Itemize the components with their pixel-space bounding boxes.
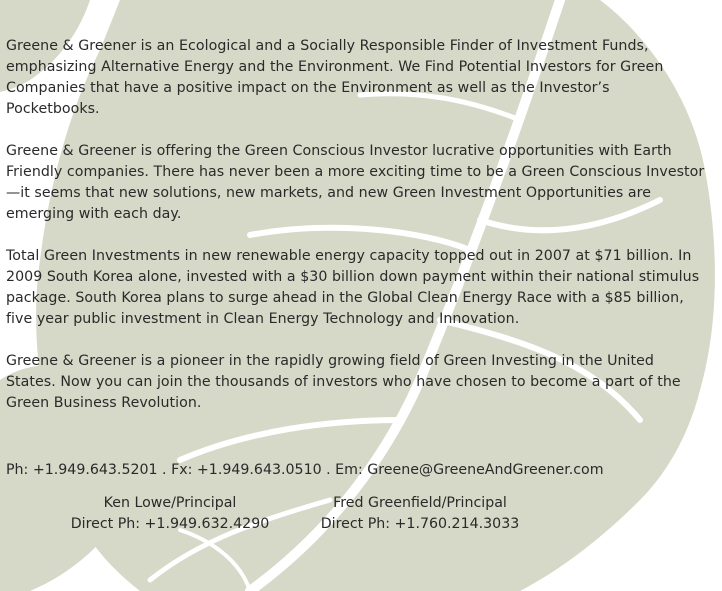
paragraph-investments: Total Green Investments in new renewable energy capacity topped out in 2007 at $71 billion. In 2009 South Korea alone, invested with a $30 billion down payment within their national stimulus package. South Korea plans to surge ahead in the Global Clean Energy Race with a $85 billion, five year public investment in Clean Energy Technology and Innovation. [6, 248, 700, 327]
contact-person-ken [60, 493, 280, 535]
person-name: Ken Lowe/Principal [103, 495, 237, 511]
person-name: Fred Greenfield/Principal [333, 495, 507, 511]
main-content [6, 36, 706, 435]
paragraph-pioneer: Greene & Greener is a pioneer in the rapidly growing field of Green Investing in the United States. Now you can join the thousands of investors who have chosen to become a part of the Green Business Revolution. [6, 353, 681, 411]
person-phone: Direct Ph: +1.760.214.3033 [320, 516, 520, 532]
paragraph-intro: Greene & Greener is an Ecological and a Socially Responsible Finder of Investment Funds, emphasizing Alternative Energy and the Environment. We Find Potential Investors for Green Companies that have a positive impact on the Environment as well as the Investor’s Pocketbooks. [6, 38, 664, 117]
contact-line: Ph: +1.949.643.5201 . Fx: +1.949.643.0510 . Em: Greene@GreeneAndGreener.com [6, 462, 604, 478]
person-phone: Direct Ph: +1.949.632.4290 [70, 516, 270, 532]
contact-person-fred [310, 493, 530, 535]
paragraph-offering: Greene & Greener is offering the Green Conscious Investor lucrative opportunities with Earth Friendly companies. There has never been a more exciting time to be a Green Conscious Investor—it seems that new solutions, new markets, and new Green Investment Opportunities are emerging with each day. [6, 143, 705, 222]
